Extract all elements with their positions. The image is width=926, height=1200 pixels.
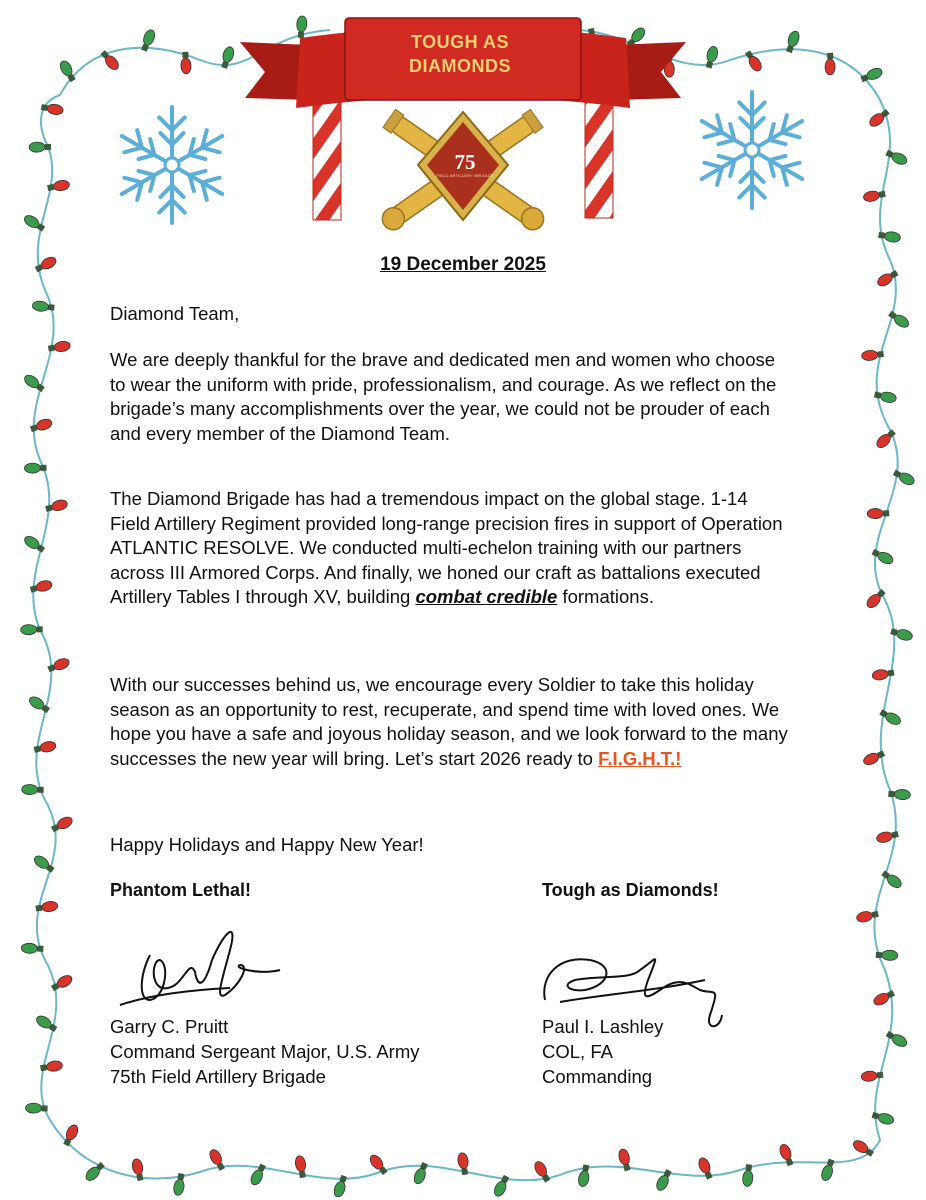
light-bulb (24, 463, 46, 474)
signature-block-right (542, 1014, 663, 1089)
signer-title-left: Command Sergeant Major, U.S. Army (110, 1041, 420, 1062)
signer-unit-right: Commanding (542, 1066, 653, 1087)
snowflake-left-icon (115, 107, 228, 223)
snowflake-right-icon (695, 92, 808, 208)
light-bulb (58, 59, 77, 83)
light-bulb (29, 579, 53, 595)
paragraph-2-tail: formations. (557, 586, 654, 607)
light-bulb (61, 1123, 80, 1147)
fight-slogan: F.I.G.H.T.! (598, 747, 682, 769)
banner-line-1: TOUGH AS (410, 32, 509, 52)
light-bulb (888, 789, 910, 800)
combat-credible-emphasis: combat credible (415, 586, 558, 607)
motto-left: Phantom Lethal! (110, 880, 252, 900)
signature-block-left (110, 1014, 419, 1089)
light-bulb (219, 45, 235, 69)
light-bulb (876, 950, 898, 961)
paragraph-3 (110, 673, 790, 771)
paragraph-2 (110, 487, 790, 610)
candy-pole-left (313, 100, 341, 220)
light-bulb (40, 102, 63, 116)
light-bulb (180, 52, 191, 74)
banner-title (360, 30, 560, 78)
light-bulb (860, 66, 884, 84)
signer-name-right: Paul I. Lashley (542, 1016, 664, 1037)
light-bulb (851, 1138, 875, 1158)
light-bulb (867, 508, 889, 518)
signer-title-right: COL, FA (542, 1041, 613, 1062)
light-bulb (871, 1110, 895, 1126)
light-bulb (45, 498, 69, 514)
candy-pole-right (585, 100, 613, 218)
signer-unit-left: 75th Field Artillery Brigade (110, 1066, 326, 1087)
paragraph-3-lead: With our successes behind us, we encourage every Soldier to take this holiday season as an opportunity to rest, recuperate, and spend time with loved ones. We hope you have a safe and joyous holiday season, and we look forward to the many successes the new year will bring. Let’s start 2026 ready to (110, 674, 788, 769)
closing-line: Happy Holidays and Happy New Year! (110, 834, 424, 855)
signer-name-left: Garry C. Pruitt (110, 1016, 229, 1037)
light-bulb (29, 417, 53, 434)
banner-line-2: DIAMONDS (409, 56, 511, 76)
letter-date: 19 December 2025 (380, 254, 546, 275)
light-bulb (21, 624, 43, 635)
light-bulb (29, 142, 51, 152)
light-bulb (296, 16, 308, 39)
crest-number: 75 (454, 150, 476, 174)
signature-pruitt (120, 932, 280, 1005)
motto-right: Tough as Diamonds! (542, 880, 719, 900)
salutation: Diamond Team, (110, 303, 240, 324)
paragraph-2-lead: The Diamond Brigade has had a tremendous impact on the global stage. 1-14 Field Artillery Regiment provided long-range precision fires in support of Operation ATLANTIC RESOLVE. We conducted multi-echelon training with our partners across III Armored Corps. And finally, we honed our craft as battalions executed Artillery Tables I through XV, building (110, 488, 783, 607)
crest-subtitle: FIELD ARTILLERY BRIGADE (436, 173, 494, 178)
paragraph-1: We are deeply thankful for the brave and dedicated men and women who choose to wear the uniform with pride, professionalism, and courage. As we reflect on the brigade’s many accomplishments over the year, we could not be prouder of each and every member of the Diamond Team. (110, 349, 777, 444)
